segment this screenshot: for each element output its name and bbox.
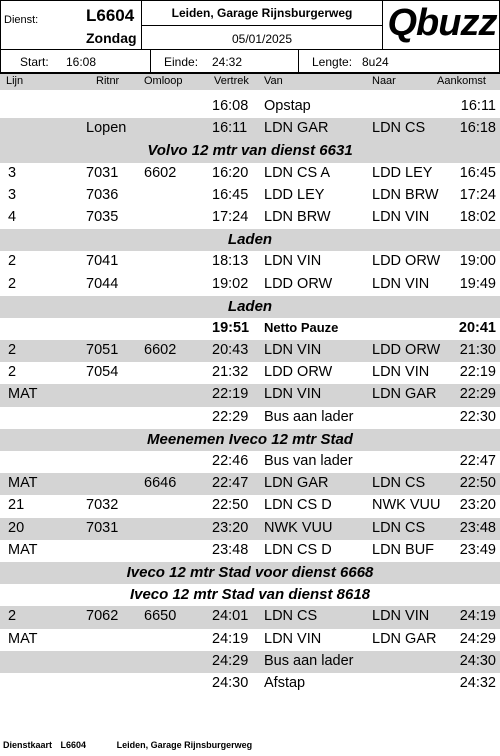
cell-naar: LDN CS: [372, 120, 426, 137]
table-row: [0, 340, 500, 362]
cell-vertrek: 22:29: [212, 408, 249, 425]
cell-van: LDN CS D: [264, 497, 332, 514]
table-row: [0, 518, 500, 540]
cell-aankomst: 19:00: [459, 253, 496, 270]
section-header-row: [0, 140, 500, 162]
lengte-value: 8u24: [362, 55, 389, 69]
times-divider-2: [298, 49, 299, 73]
cell-vertrek: 24:29: [212, 652, 249, 669]
cell-vertrek: 23:20: [212, 519, 249, 536]
table-row: [0, 606, 500, 628]
table-row: [0, 185, 500, 207]
schedule-table: [0, 96, 500, 695]
cell-aankomst: 22:50: [459, 475, 496, 492]
cell-lijn: MAT: [8, 630, 38, 647]
column-header-row: [0, 73, 500, 90]
cell-ritnr: Lopen: [86, 120, 127, 137]
cell-van: Opstap: [264, 98, 311, 114]
cell-vertrek: 22:46: [212, 453, 249, 469]
cell-van: LDN BRW: [264, 208, 331, 225]
cell-van: LDN GAR: [264, 475, 329, 492]
table-row: [0, 651, 500, 673]
cell-naar: LDN BUF: [372, 541, 435, 558]
cell-vertrek: 17:24: [212, 208, 249, 225]
table-row: [0, 451, 500, 473]
cell-ritnr: 7031: [86, 519, 119, 536]
cell-vertrek: 24:19: [212, 630, 249, 647]
cell-ritnr: 7032: [86, 497, 119, 514]
table-row: [0, 118, 500, 140]
table-row: [0, 407, 500, 429]
einde-value: 24:32: [212, 55, 243, 69]
section-title: Volvo 12 mtr van dienst 6631: [147, 142, 353, 160]
col-aankomst: Aankomst: [437, 75, 486, 87]
date-label: 05/01/2025: [231, 32, 293, 46]
col-lijn: Lijn: [6, 75, 24, 87]
cell-vertrek: 16:45: [212, 186, 249, 203]
cell-aankomst: 22:29: [459, 386, 496, 403]
cell-vertrek: 16:08: [212, 98, 249, 114]
cell-vertrek: 23:48: [212, 541, 249, 558]
section-header-row: [0, 584, 500, 606]
cell-omloop: 6602: [144, 164, 177, 181]
cell-naar: LDD LEY: [372, 164, 433, 181]
section-title: Meenemen Iveco 12 mtr Stad: [147, 430, 353, 448]
cell-vertrek: 20:43: [212, 342, 249, 359]
cell-aankomst: 22:47: [459, 453, 496, 469]
cell-lijn: 3: [8, 186, 17, 203]
table-row: [0, 251, 500, 273]
cell-aankomst: 23:20: [459, 497, 496, 514]
table-row: [0, 384, 500, 406]
cell-ritnr: 7051: [86, 342, 119, 359]
start-label: Start:: [20, 55, 49, 69]
cell-aankomst: 16:18: [459, 120, 496, 137]
cell-lijn: 2: [8, 364, 17, 381]
cell-ritnr: 7035: [86, 208, 119, 225]
cell-van: Bus van lader: [264, 453, 353, 469]
section-header-row: [0, 296, 500, 318]
cell-van: NWK VUU: [264, 519, 333, 536]
cell-vertrek: 24:01: [212, 608, 249, 625]
cell-naar: LDN CS: [372, 475, 426, 492]
cell-ritnr: 7031: [86, 164, 119, 181]
footer-label: Dienstkaart: [3, 740, 53, 750]
dienst-code: L6604: [86, 6, 135, 25]
cell-aankomst: 22:30: [459, 408, 496, 425]
col-van: Van: [264, 75, 283, 87]
cell-ritnr: 7054: [86, 364, 119, 381]
cell-vertrek: 19:51: [212, 319, 250, 336]
section-title: Laden: [227, 297, 273, 315]
col-omloop: Omloop: [144, 75, 183, 87]
cell-aankomst: 24:30: [459, 652, 496, 669]
cell-vertrek: 22:19: [212, 386, 249, 403]
cell-van: LDN CS D: [264, 541, 332, 558]
times-divider-1: [150, 49, 151, 73]
section-header-row: [0, 229, 500, 251]
cell-omloop: 6650: [144, 608, 177, 625]
table-row: [0, 495, 500, 517]
cell-van: LDN CS: [264, 608, 318, 625]
section-title: Iveco 12 mtr Stad van dienst 8618: [129, 586, 371, 604]
cell-naar: LDD ORW: [372, 253, 441, 270]
cell-van: LDN CS A: [264, 164, 331, 181]
cell-van: Bus aan lader: [264, 408, 354, 425]
footer-location: Leiden, Garage Rijnsburgerweg: [116, 740, 253, 750]
cell-naar: LDN VIN: [372, 275, 430, 292]
cell-omloop: 6646: [144, 475, 177, 492]
section-header-row: [0, 429, 500, 451]
cell-aankomst: 17:24: [459, 186, 496, 203]
cell-naar: NWK VUU: [372, 497, 441, 514]
cell-van: LDD ORW: [264, 275, 333, 292]
col-ritnr: Ritnr: [96, 75, 120, 87]
dienst-label: Dienst:: [4, 14, 39, 26]
cell-vertrek: 16:20: [212, 164, 249, 181]
section-title: Laden: [227, 231, 273, 249]
start-value: 16:08: [66, 55, 97, 69]
cell-van: Netto Pauze: [264, 319, 339, 335]
cell-lijn: 21: [8, 497, 25, 514]
cell-aankomst: 24:32: [459, 674, 496, 691]
cell-van: Afstap: [264, 674, 306, 691]
cell-lijn: 4: [8, 208, 17, 225]
cell-ritnr: 7041: [86, 253, 119, 270]
cell-vertrek: 22:47: [212, 475, 249, 492]
cell-van: LDN VIN: [264, 630, 322, 647]
cell-aankomst: 24:19: [459, 608, 496, 625]
cell-lijn: MAT: [8, 541, 38, 558]
cell-aankomst: 19:49: [459, 275, 496, 292]
cell-van: LDN VIN: [264, 342, 322, 359]
table-row: [0, 163, 500, 185]
section-header-row: [0, 562, 500, 584]
cell-aankomst: 16:45: [459, 164, 496, 181]
cell-lijn: MAT: [8, 475, 38, 492]
cell-ritnr: 7044: [86, 275, 119, 292]
cell-ritnr: 7036: [86, 186, 119, 203]
table-row: [0, 96, 500, 118]
cell-ritnr: 7062: [86, 608, 119, 625]
table-row: [0, 473, 500, 495]
cell-naar: LDN CS: [372, 519, 426, 536]
table-row: [0, 540, 500, 562]
cell-lijn: 20: [8, 519, 25, 536]
lengte-label: Lengte:: [312, 55, 353, 69]
cell-naar: LDN VIN: [372, 608, 430, 625]
cell-vertrek: 24:30: [212, 674, 249, 691]
cell-aankomst: 22:19: [459, 364, 496, 381]
cell-naar: LDN VIN: [372, 364, 430, 381]
cell-vertrek: 16:11: [212, 120, 248, 137]
pause-row: [0, 318, 500, 340]
cell-aankomst: 18:02: [459, 208, 496, 225]
cell-lijn: 2: [8, 608, 17, 625]
table-row: [0, 207, 500, 229]
col-naar: Naar: [372, 75, 396, 87]
cell-vertrek: 19:02: [212, 275, 249, 292]
qbuzz-logo: Qbuzz: [387, 2, 497, 44]
location-divider: [141, 25, 383, 26]
cell-naar: LDD ORW: [372, 342, 441, 359]
cell-van: LDN VIN: [264, 386, 322, 403]
cell-aankomst: 21:30: [459, 342, 496, 359]
cell-vertrek: 21:32: [212, 364, 249, 381]
cell-omloop: 6602: [144, 342, 177, 359]
cell-lijn: MAT: [8, 386, 38, 403]
cell-aankomst: 20:41: [458, 319, 496, 336]
cell-lijn: 3: [8, 164, 17, 181]
cell-van: LDD ORW: [264, 364, 333, 381]
table-row: [0, 274, 500, 296]
cell-van: LDN GAR: [264, 120, 329, 137]
table-row: [0, 629, 500, 651]
cell-vertrek: 22:50: [212, 497, 249, 514]
col-vertrek: Vertrek: [214, 75, 249, 87]
cell-naar: LDN GAR: [372, 386, 437, 403]
cell-lijn: 2: [8, 342, 17, 359]
footer: [3, 740, 280, 750]
cell-naar: LDN GAR: [372, 630, 437, 647]
einde-label: Einde:: [164, 55, 199, 69]
cell-aankomst: 16:11: [460, 98, 496, 114]
cell-naar: LDN VIN: [372, 208, 430, 225]
footer-code: L6604: [60, 740, 87, 750]
cell-aankomst: 24:29: [459, 630, 496, 647]
cell-aankomst: 23:49: [459, 541, 496, 558]
table-row: [0, 673, 500, 695]
day-label: Zondag: [86, 30, 137, 46]
cell-lijn: 2: [8, 275, 17, 292]
header: [0, 0, 500, 73]
section-title: Iveco 12 mtr Stad voor dienst 6668: [126, 563, 374, 581]
cell-vertrek: 18:13: [212, 253, 249, 270]
location-name: Leiden, Garage Rijnsburgerweg: [171, 6, 353, 20]
cell-naar: LDN BRW: [372, 186, 439, 203]
cell-van: LDD LEY: [264, 186, 325, 203]
cell-aankomst: 23:48: [459, 519, 496, 536]
cell-lijn: 2: [8, 253, 17, 270]
table-row: [0, 362, 500, 384]
cell-van: LDN VIN: [264, 253, 322, 270]
cell-van: Bus aan lader: [264, 652, 354, 669]
